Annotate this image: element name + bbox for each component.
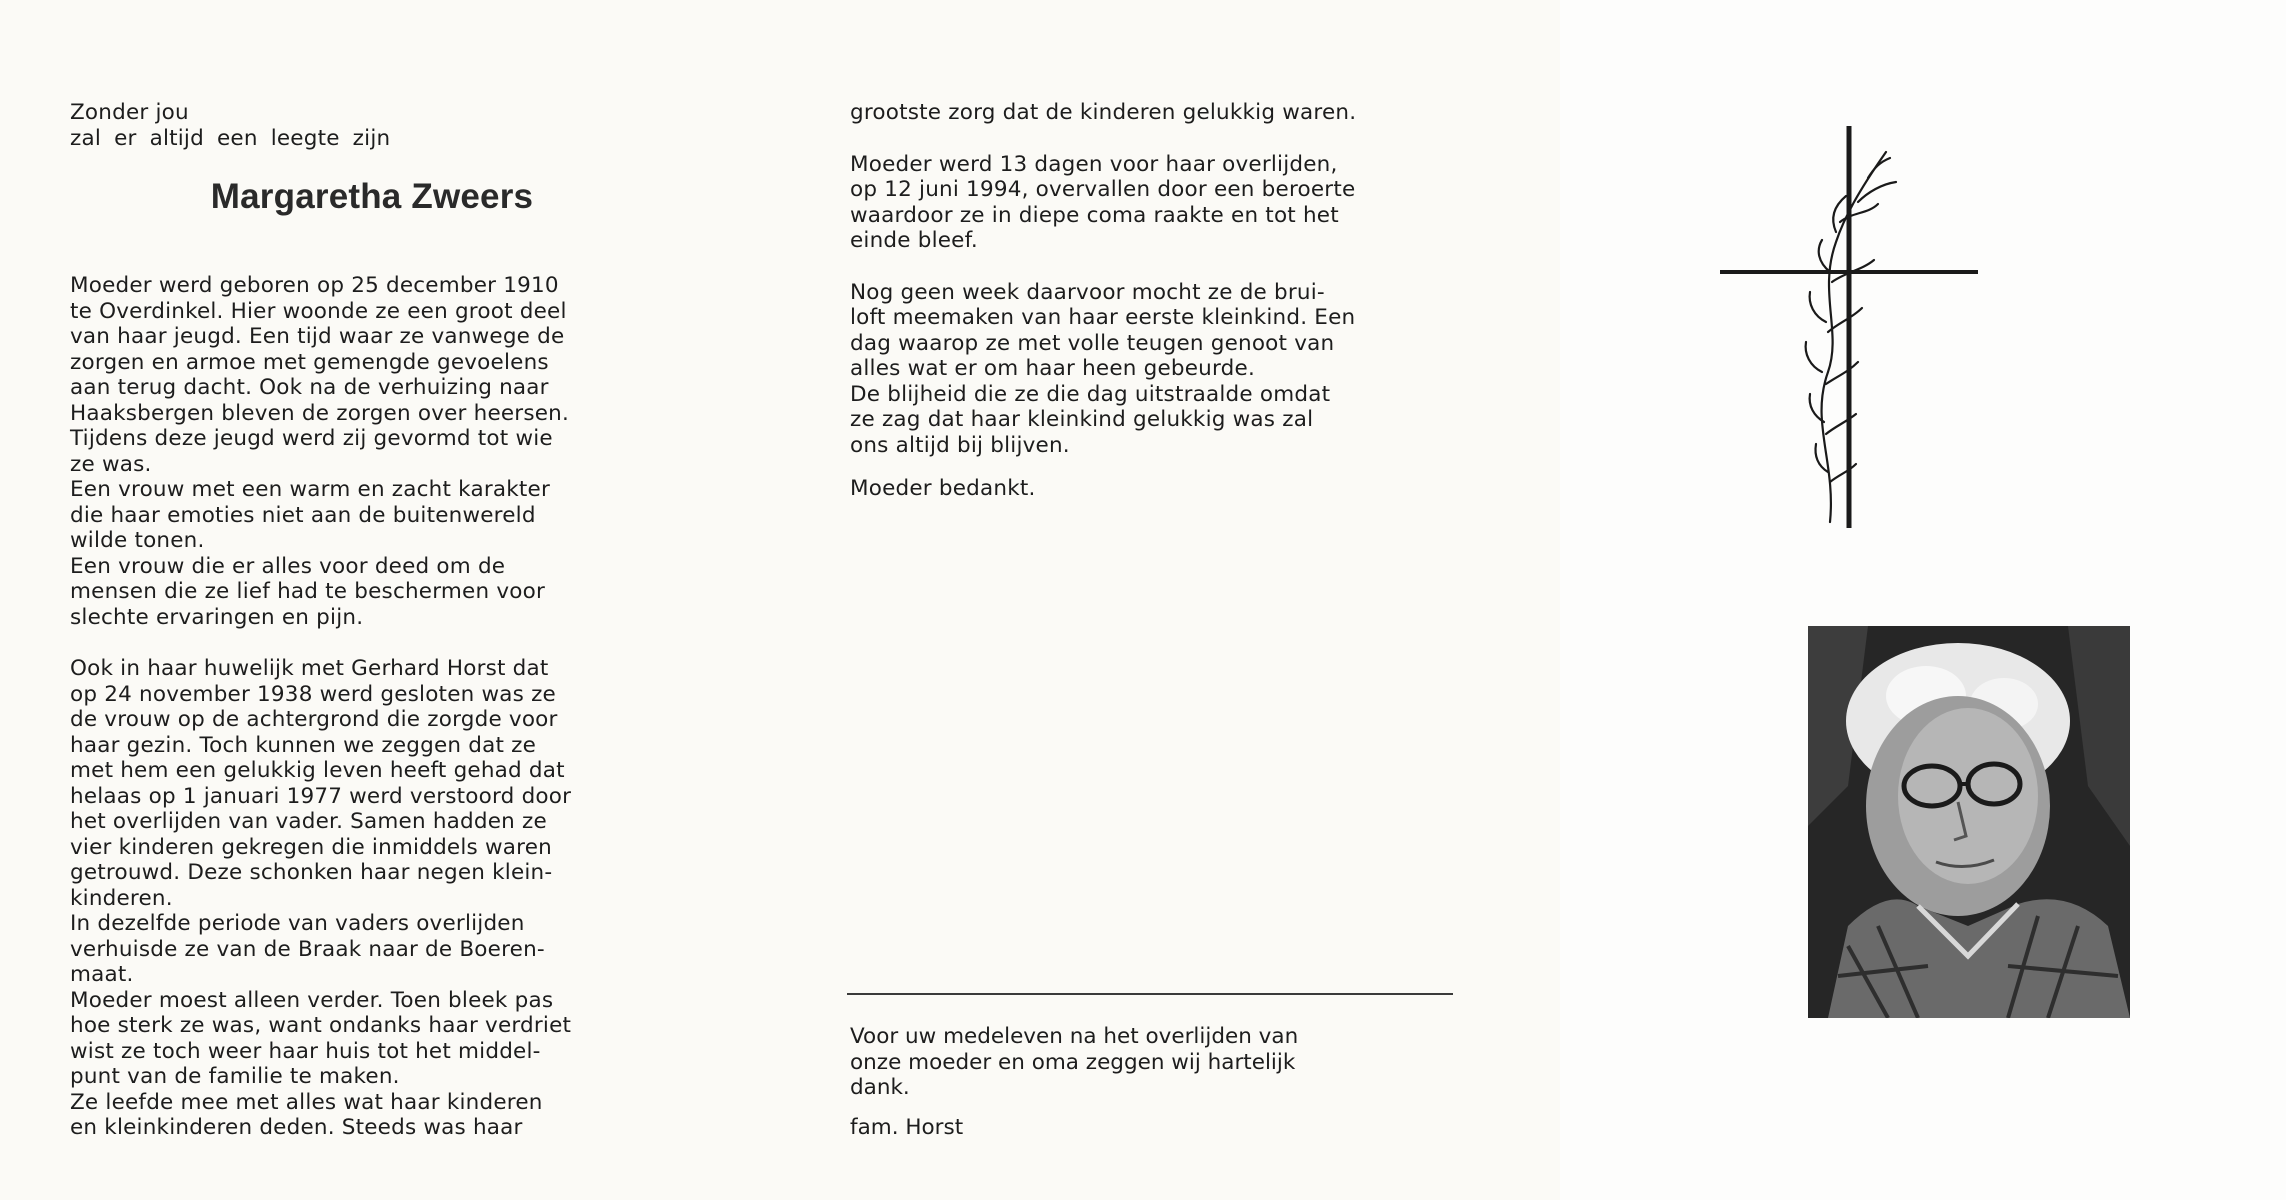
text-line: ze was. xyxy=(70,451,152,477)
text-line: met hem een gelukkig leven heeft gehad dat xyxy=(70,758,565,783)
text-line: loft meemaken van haar eerste kleinkind. Een xyxy=(850,305,1356,330)
text-line: te Overdinkel. Hier woonde ze een groot deel xyxy=(70,298,567,324)
motto-line-2: zal er altijd een leegte zijn xyxy=(70,125,391,151)
portrait-photo xyxy=(1808,626,2130,1018)
biography-paragraph-2 xyxy=(70,656,674,1141)
text-line: dank. xyxy=(850,1075,910,1100)
text-line: Moeder werd geboren op 25 december 1910 xyxy=(70,273,559,298)
text-line: aan terug dacht. Ook na de verhuizing naar xyxy=(70,375,549,400)
deceased-name: Margaretha Zweers xyxy=(210,177,534,216)
biography-paragraph-1 xyxy=(70,273,674,630)
text-line: en kleinkinderen deden. Steeds was haar xyxy=(70,1115,523,1140)
text-line: In dezelfde periode van vaders overlijden xyxy=(70,911,525,936)
text-line: haar gezin. Toch kunnen we zeggen dat ze xyxy=(70,732,537,758)
text-line: waardoor ze in diepe coma raakte en tot het xyxy=(850,202,1339,228)
left-column xyxy=(70,100,674,1141)
text-line: slechte ervaringen en pijn. xyxy=(70,604,364,630)
text-line: punt van de familie te maken. xyxy=(70,1064,400,1089)
text-line: maat. xyxy=(70,962,134,987)
text-line: ze zag dat haar kleinkind gelukkig was zal xyxy=(850,407,1314,432)
motto-line-1: Zonder jou xyxy=(70,100,189,125)
text-line: hoe sterk ze was, want ondanks haar verdriet xyxy=(70,1013,572,1038)
text-line: Voor uw medeleven na het overlijden van xyxy=(850,1024,1299,1049)
signoff-text: Moeder bedankt. xyxy=(850,476,1036,501)
text-line: die haar emoties niet aan de buitenwereld xyxy=(70,502,536,528)
text-line: Een vrouw met een warm en zacht karakter xyxy=(70,477,550,502)
text-line: ons altijd bij blijven. xyxy=(850,432,1070,458)
text-line: wist ze toch weer haar huis tot het middel- xyxy=(70,1038,541,1064)
text-line: Moeder werd 13 dagen voor haar overlijden, xyxy=(850,151,1338,177)
text-line: onze moeder en oma zeggen wij hartelijk xyxy=(850,1049,1296,1075)
text-line: wilde tonen. xyxy=(70,528,205,553)
text-line: Ze leefde mee met alles wat haar kinderen xyxy=(70,1089,543,1115)
text-line: Ook in haar huwelijk met Gerhard Horst dat xyxy=(70,656,549,681)
text-line: helaas op 1 januari 1977 werd verstoord door xyxy=(70,783,572,809)
wedding-paragraph xyxy=(850,280,1456,459)
paragraph-gap xyxy=(70,630,674,656)
cross-with-palm-branch-icon xyxy=(1718,122,1980,532)
text-line: Moeder moest alleen verder. Toen bleek pas xyxy=(70,987,554,1013)
text-line: grootste zorg dat de kinderen gelukkig waren. xyxy=(850,100,1357,125)
text-line: vier kinderen gekregen die inmiddels waren xyxy=(70,834,552,860)
paragraph-gap xyxy=(850,126,1456,152)
family-signature: fam. Horst xyxy=(850,1114,964,1140)
text-line: alles wat er om haar heen gebeurde. xyxy=(850,356,1255,381)
text-line: Nog geen week daarvoor mocht ze de brui- xyxy=(850,279,1325,305)
middle-column xyxy=(850,100,1456,502)
paragraph-gap xyxy=(850,254,1456,280)
text-line: Haaksbergen bleven de zorgen over heersen. xyxy=(70,400,570,426)
text-line: mensen die ze lief had te beschermen voor xyxy=(70,579,545,604)
text-line: Tijdens deze jeugd werd zij gevormd tot wie xyxy=(70,426,553,451)
text-line: Een vrouw die er alles voor deed om de xyxy=(70,553,506,579)
continuation-paragraph xyxy=(850,100,1456,126)
text-line: op 24 november 1938 werd gesloten was ze xyxy=(70,681,556,707)
text-line: de vrouw op de achtergrond die zorgde voor xyxy=(70,707,558,732)
text-line: verhuisde ze van de Braak naar de Boeren- xyxy=(70,936,545,962)
text-line: getrouwd. Deze schonken haar negen klein- xyxy=(70,860,553,885)
text-line: het overlijden van vader. Samen hadden ze xyxy=(70,809,547,834)
text-line: op 12 juni 1994, overvallen door een beroerte xyxy=(850,177,1356,202)
illness-paragraph xyxy=(850,152,1456,254)
text-line: zorgen en armoe met gemengde gevoelens xyxy=(70,349,549,375)
text-line: van haar jeugd. Een tijd waar ze vanwege de xyxy=(70,324,565,349)
thank-you-note xyxy=(850,1024,1456,1140)
text-line: kinderen. xyxy=(70,885,173,911)
text-line: De blijheid die ze die dag uitstraalde omdat xyxy=(850,381,1331,407)
text-line: einde bleef. xyxy=(850,228,978,253)
text-line: dag waarop ze met volle teugen genoot van xyxy=(850,330,1335,356)
divider-line xyxy=(847,993,1453,995)
